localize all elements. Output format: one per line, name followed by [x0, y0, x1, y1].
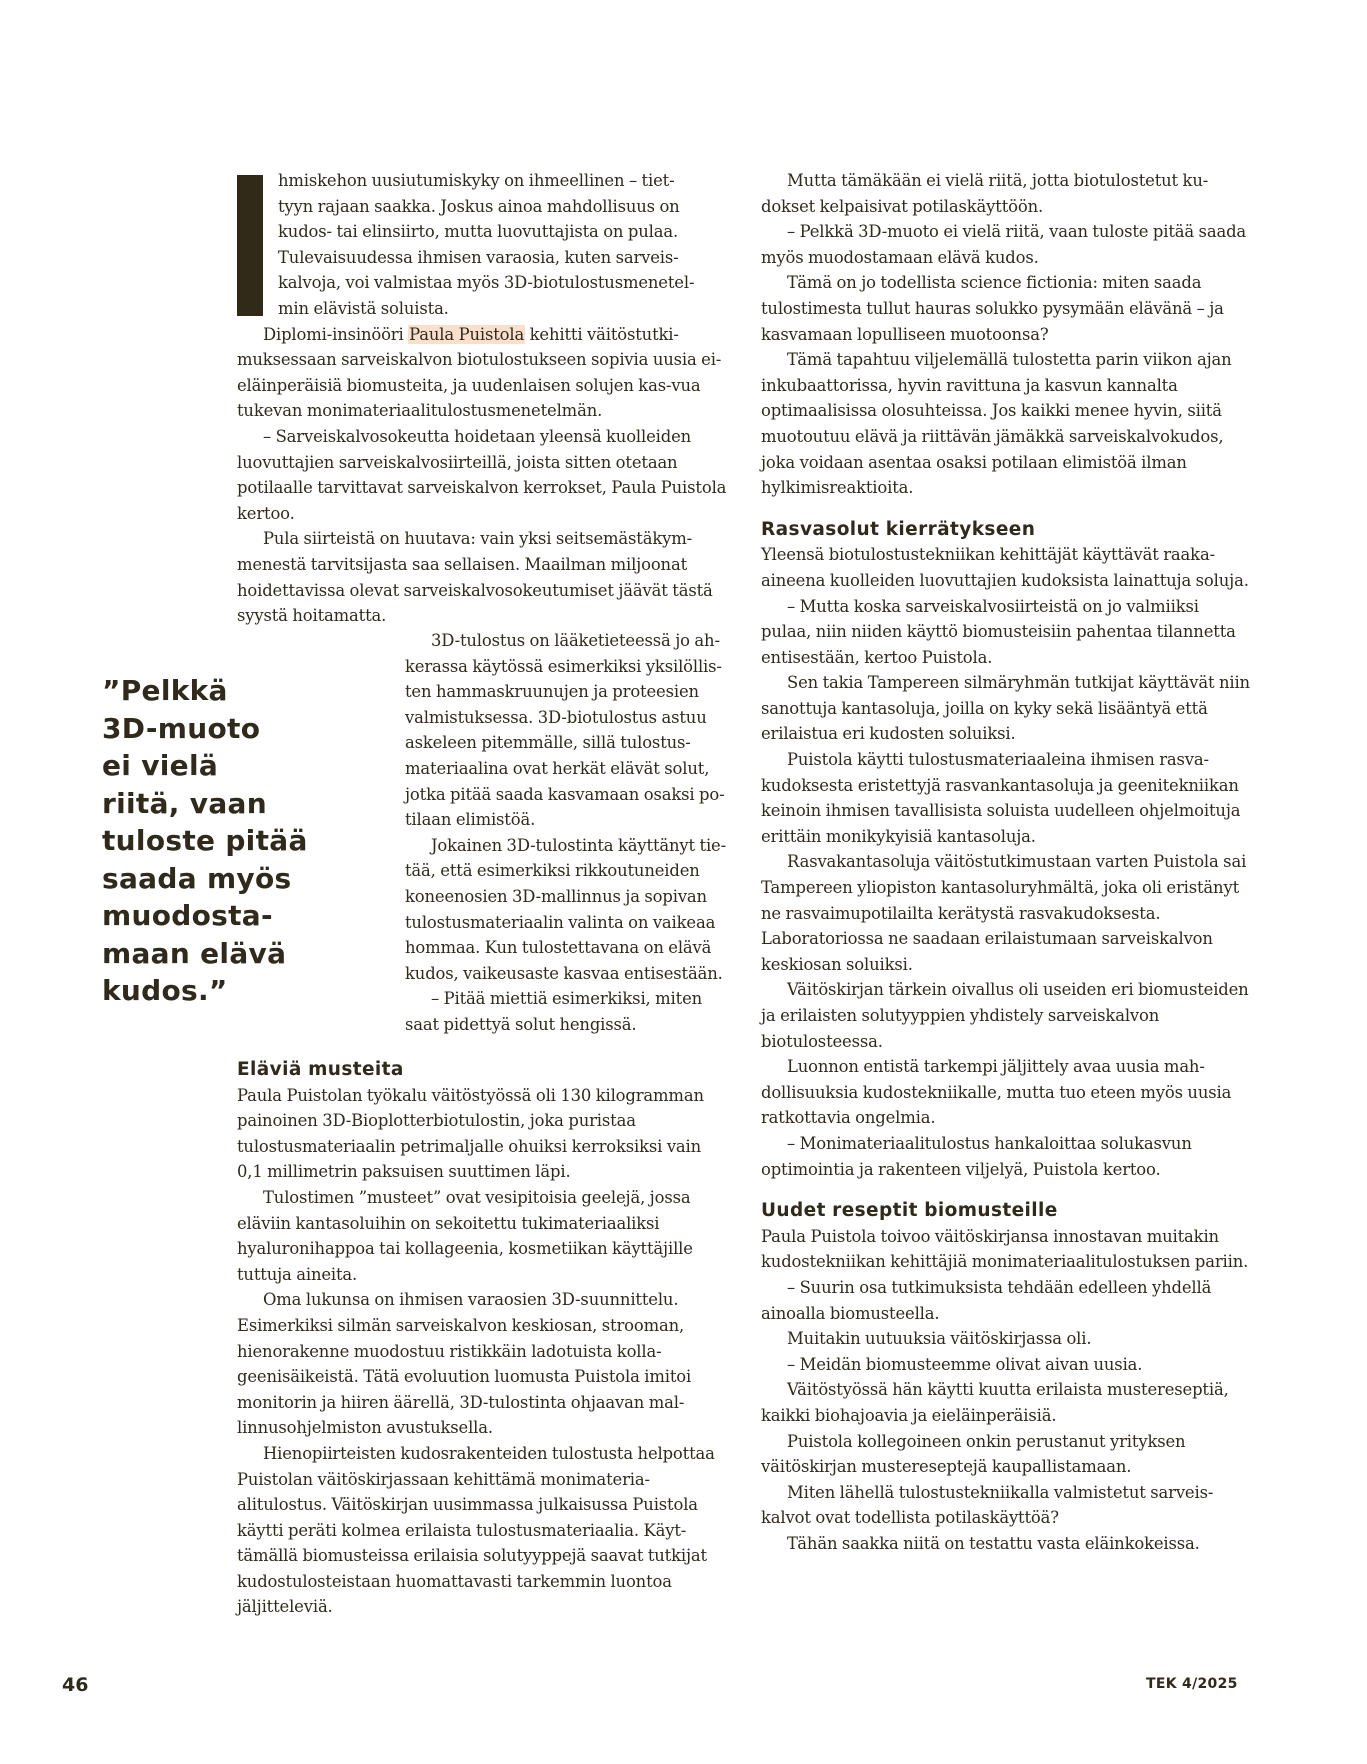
intro-line: hmiskehon uusiutumiskyky on ihmeellinen – tiet-	[278, 171, 675, 190]
body-paragraph: Luonnon entistä tarkempi jäljittely avaa uusia mahdollisuuksia kudostekniikalle, mutta tuo eteen myös uusia ratkottavia ongelmia.	[761, 1057, 1232, 1128]
section-heading: Eläviä musteita	[237, 1059, 404, 1080]
body-paragraph: Paula Puistolan työkalu väitöstyössä oli 130 kilogramman painoinen 3D-Bioplotterbiotulostin, joka puristaa tulostusmateriaalin petrimaljalle ohuiksi kerroksiksi vain 0,1 millimetrin paksuisen suuttimen läpi.	[237, 1085, 704, 1182]
body-paragraph: Rasvakantasoluja väitöstutkimustaan varten Puistola sai Tampereen yliopiston kantasoluryhmältä, joka oli eristänyt ne rasvaimupotilailta kerätystä rasvakudoksesta. Laboratoriossa ne saadaan erilaistumaan sarveiskalvon keskiosan soluiksi.	[761, 852, 1247, 974]
body-paragraph: Tämä on jo todellista science fictionia: miten saada tulostimesta tullut hauras solukko pysymään elävänä – ja kasvamaan lopulliseen muotoonsa?	[761, 273, 1224, 344]
pull-quote: ”Pelkkä 3D-muoto ei vielä riitä, vaan tuloste pitää saada myös muodosta- maan elävä kudos.”	[102, 674, 308, 1007]
body-paragraph: Tulostimen ”musteet” ovat vesipitoisia geelejä, jossa eläviin kantasoluihin on sekoitettu tukimateriaaliksi hyaluronihappoa tai kollageenia, kosmetiikan käyttäjille tuttuja aineita.	[237, 1187, 693, 1284]
left-column-middle	[405, 628, 727, 1038]
section-heading: Rasvasolut kierrätykseen	[761, 518, 1036, 540]
section-heading: Uudet reseptit biomusteille	[761, 1200, 1058, 1222]
body-paragraph: – Mutta koska sarveiskalvosiirteistä on jo valmiiksi pulaa, niin niiden käyttö biomusteisiin pahentaa tilannetta entisestään, kertoo Puistola.	[761, 596, 1236, 667]
body-paragraph: Väitöstyössä hän käytti kuutta erilaista mustereseptiä, kaikki biohajoavia ja eieläinperäisiä.	[761, 1380, 1229, 1425]
intro-paragraph	[237, 168, 727, 322]
intro-line: min elävistä soluista.	[278, 298, 449, 318]
body-paragraph: Oma lukunsa on ihmisen varaosien 3D-suunnittelu. Esimerkiksi silmän sarveiskalvon keskiosan, strooman, hienorakenne muodostuu ristikkäin ladotuista kollageenisäikeistä. Tätä evoluution luomusta Puistola imitoi monitorin ja hiiren äärellä, 3D-tulostinta ohjaavan mallinnusohjelmiston avustuksella.	[237, 1290, 692, 1438]
intro-line: kalvoja, voi valmistaa myös 3D-biotulostusmenetel-	[278, 273, 695, 293]
body-paragraph: Väitöskirjan tärkein oivallus oli useiden eri biomusteiden ja erilaisten solutyyppien yhdistely sarveiskalvon biotulosteessa.	[761, 980, 1249, 1051]
body-paragraph: Tähän saakka niitä on testattu vasta eläinkokeissa.	[787, 1533, 1200, 1553]
body-paragraph: Muitakin uutuuksia väitöskirjassa oli.	[787, 1329, 1092, 1349]
intro-line: tyyn rajaan saakka. Joskus ainoa mahdollisuus on	[278, 196, 680, 216]
body-paragraph: – Meidän biomusteemme olivat aivan uusia.	[787, 1354, 1143, 1374]
body-paragraph: Tämä tapahtuu viljelemällä tulostetta parin viikon ajan inkubaattorissa, hyvin ravittuna ja kasvun kannalta optimaalisissa olosuhteissa. Jos kaikki menee hyvin, siitä muotoutuu elävä ja riittävän jämäkkä sarveiskalvokudos, joka voidaan asentaa osaksi potilaan elimistöä ilman hylkimisreaktioita.	[761, 350, 1232, 498]
p2-text-after: kehitti väitöstutki-muksessaan sarveiskalvon biotulostukseen sopivia uusia ei-eläinperäisiä biomusteita, ja uudenlaisen solujen kas-vua tukevan monimateriaalitulostusmenetelmän.	[237, 324, 722, 421]
right-column	[761, 168, 1253, 1556]
body-paragraph: Puistola käytti tulostusmateriaaleina ihmisen rasvakudoksesta eristettyjä rasvankantasoluja ja geenitekniikan keinoin ihmisen tavallisista soluista uudelleen ohjelmoituja erittäin monikykyisiä kantasoluja.	[761, 750, 1241, 846]
left-column-top	[237, 168, 727, 629]
page-number: 46	[62, 1674, 89, 1696]
body-paragraph: Miten lähellä tulostustekniikalla valmistetut sarveiskalvot ovat todellista potilaskäyttöä?	[761, 1482, 1214, 1528]
body-paragraph: – Pelkkä 3D-muoto ei vielä riitä, vaan tuloste pitää saada myös muodostamaan elävä kudos.	[761, 222, 1247, 267]
body-paragraph: Puistola kollegoineen onkin perustanut yrityksen väitöskirjan mustereseptejä kaupallistamaan.	[761, 1431, 1186, 1477]
body-paragraph: 3D-tulostus on lääketieteessä jo ahkerassa käytössä esimerkiksi yksilöllisten hammaskruunujen ja proteesien valmistuksessa. 3D-biotulostus astuu askeleen pitemmälle, sillä tulostusmateriaalina ovat herkät elävät solut, jotka pitää saada kasvamaan osaksi potilaan elimistöä.	[405, 631, 725, 830]
highlighted-name: Paula Puistola	[409, 324, 525, 344]
drop-cap-letter	[237, 175, 263, 316]
body-paragraph: Jokainen 3D-tulostinta käyttänyt tietää, että esimerkiksi rikkoutuneiden koneenosien 3D-mallinnus ja sopivan tulostusmateriaalin valinta on vaikeaa hommaa. Kun tulostettavana on elävä kudos, vaikeusaste kasvaa entisestään.	[405, 835, 727, 983]
body-paragraph: – Sarveiskalvosokeutta hoidetaan yleensä kuolleiden luovuttajien sarveiskalvosiirteillä, joista sitten otetaan potilaalle tarvittavat sarveiskalvon kerrokset, Paula Puistola kertoo.	[237, 426, 727, 523]
body-paragraph: – Suurin osa tutkimuksista tehdään edelleen yhdellä ainoalla biomusteella.	[761, 1277, 1212, 1323]
body-paragraph: Mutta tämäkään ei vielä riitä, jotta biotulostetut kudokset kelpaisivat potilaskäyttöön.	[761, 171, 1209, 216]
intro-line: Tulevaisuudessa ihmisen varaosia, kuten sarveis-	[278, 247, 679, 267]
body-paragraph: – Monimateriaalitulostus hankaloittaa solukasvun optimointia ja rakenteen viljelyä, Puistola kertoo.	[761, 1133, 1192, 1179]
body-paragraph: Paula Puistola toivoo väitöskirjansa innostavan muitakin kudostekniikan kehittäjiä monimateriaalitulostuksen pariin.	[761, 1226, 1249, 1272]
intro-line: kudos- tai elinsiirto, mutta luovuttajista on pulaa.	[278, 222, 679, 242]
body-paragraph	[237, 322, 727, 424]
left-column-bottom	[237, 1057, 727, 1620]
body-paragraph: Pula siirteistä on huutava: vain yksi seitsemästäkymmenestä tarvitsijasta saa sellaisen. Maailman miljoonat hoidettavissa olevat sarveiskalvosokeutumiset jäävät tästä syystä hoitamatta.	[237, 529, 713, 626]
body-paragraph: Sen takia Tampereen silmäryhmän tutkijat käyttävät niin sanottuja kantasoluja, joilla on kyky sekä lisääntyä että erilaistua eri kudosten soluiksi.	[761, 673, 1250, 744]
magazine-issue: TEK 4/2025	[1146, 1676, 1238, 1692]
body-paragraph: Yleensä biotulostustekniikan kehittäjät käyttävät raakaaineena kuolleiden luovuttajien kudoksista lainattuja soluja.	[761, 545, 1249, 590]
p2-text-before: Diplomi-insinööri	[263, 324, 409, 344]
body-paragraph: – Pitää miettiä esimerkiksi, miten saat pidettyä solut hengissä.	[405, 989, 703, 1034]
body-paragraph: Hienopiirteisten kudosrakenteiden tulostusta helpottaa Puistolan väitöskirjassaan kehittämä monimateriaalitulostus. Väitöskirjan uusimmassa julkaisussa Puistola käytti peräti kolmea erilaista tulostusmateriaalia. Käyttämällä biomusteissa erilaisia solutyyppejä saavat tutkijat kudostulosteistaan huomattavasti tarkemmin luontoa jäljitteleviä.	[237, 1443, 715, 1617]
